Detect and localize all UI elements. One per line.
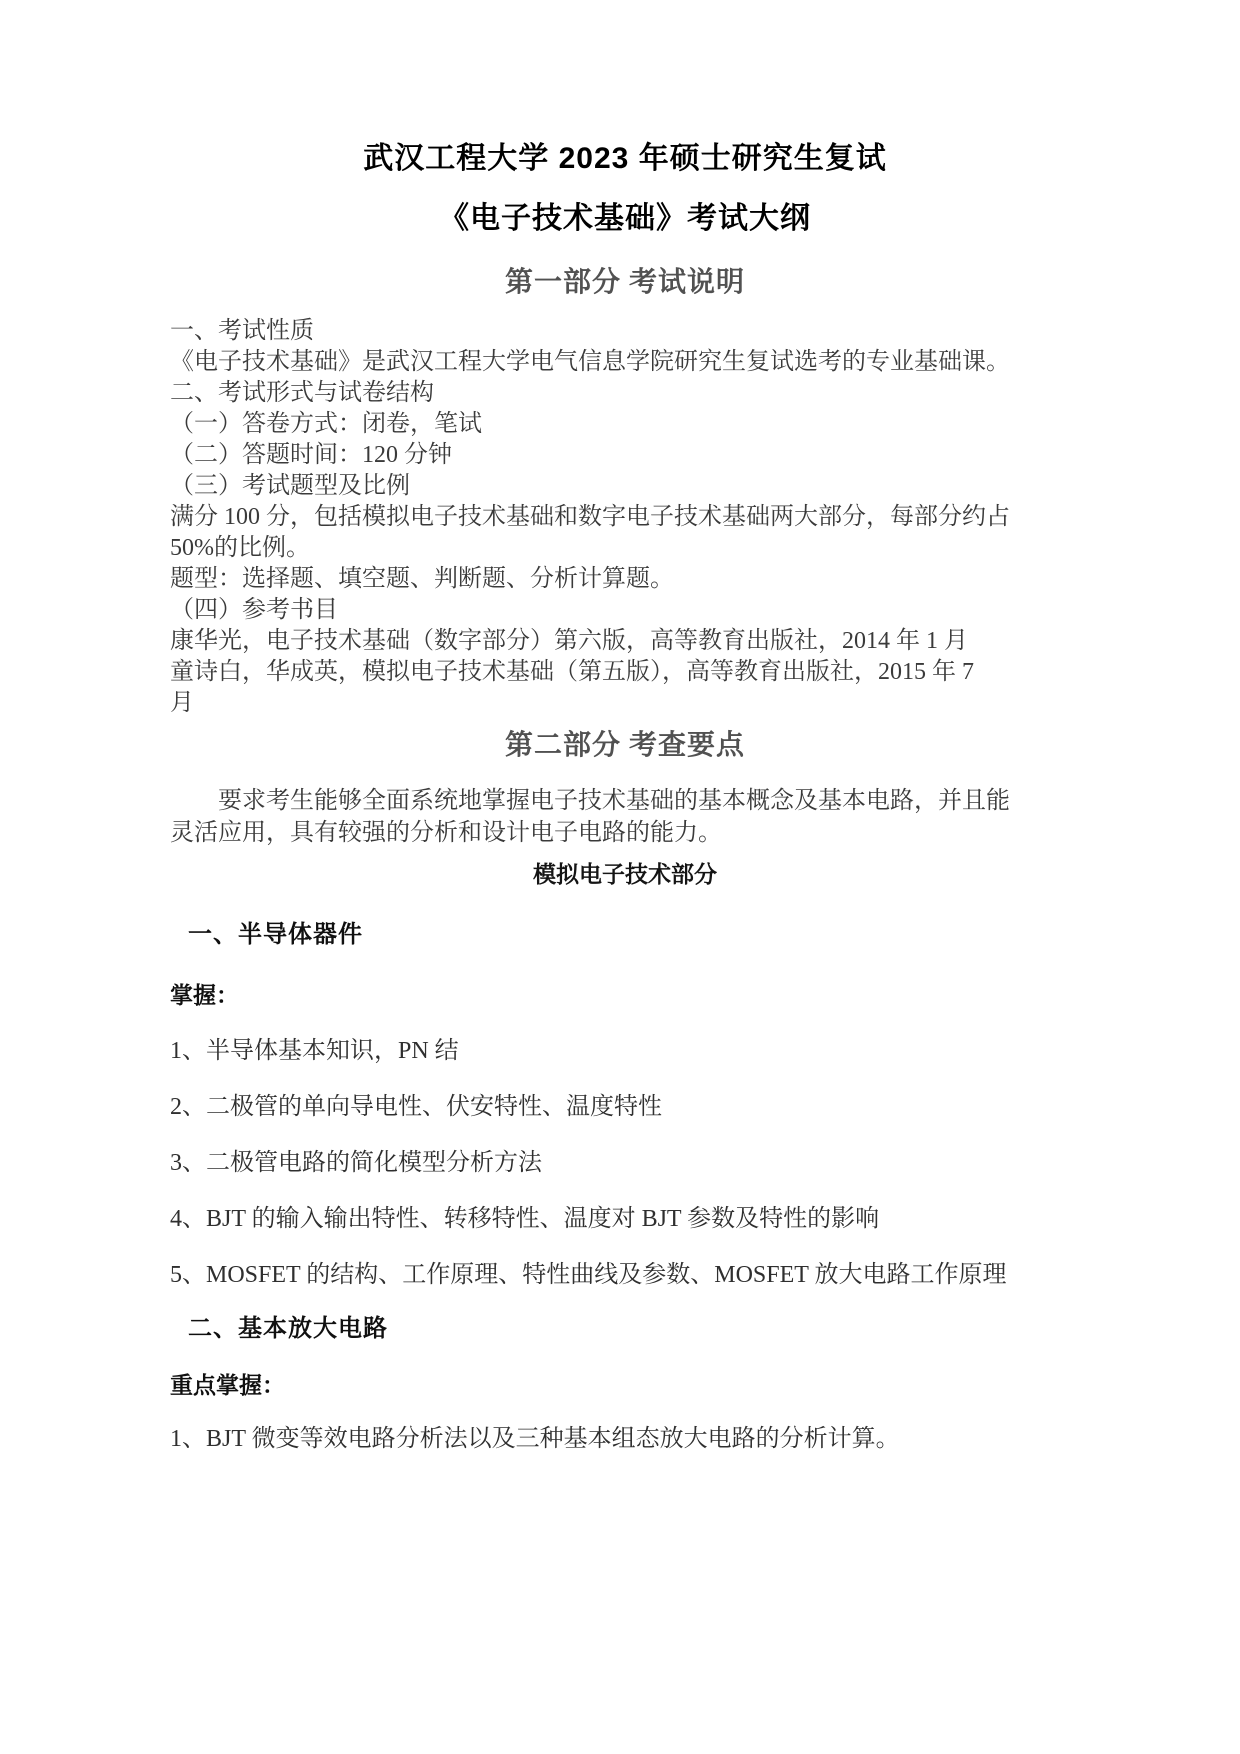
exam-item: 1、半导体基本知识，PN 结 [170,1038,459,1064]
exam-item: 2、二极管的单向导电性、伏安特性、温度特性 [170,1094,662,1120]
part1-line: （二）答题时间：120 分钟 [170,442,452,468]
exam-item: 4、BJT 的输入输出特性、转移特性、温度对 BJT 参数及特性的影响 [170,1206,880,1232]
part1-line: 月 [170,690,194,716]
chapter1-requirement: 掌握： [170,982,239,1008]
exam-item: 1、BJT 微变等效电路分析法以及三种基本组态放大电路的分析计算。 [170,1426,900,1452]
chapter2-requirement: 重点掌握： [170,1372,285,1398]
exam-item: 3、二极管电路的简化模型分析方法 [170,1150,542,1176]
chapter2-heading: 二、基本放大电路 [188,1315,388,1342]
part1-line: 一、考试性质 [170,318,314,344]
doc-title-line1: 武汉工程大学 2023 年硕士研究生复试 [363,142,887,175]
part1-line: （一）答卷方式：闭卷，笔试 [170,411,482,437]
chapter1-heading: 一、半导体器件 [188,921,363,948]
part1-line: 童诗白，华成英，模拟电子技术基础（第五版），高等教育出版社，2015 年 7 [170,659,974,685]
part1-line: 二、考试形式与试卷结构 [170,380,434,406]
part1-line: 题型：选择题、填空题、判断题、分析计算题。 [170,566,674,592]
part1-line: 《电子技术基础》是武汉工程大学电气信息学院研究生复试选考的专业基础课。 [170,349,1010,375]
doc-title-line2: 《电子技术基础》考试大纲 [439,202,811,235]
part1-body [170,316,1080,719]
analog-section-heading: 模拟电子技术部分 [533,861,717,887]
part1-line: 50%的比例。 [170,535,310,561]
part1-line: 满分 100 分，包括模拟电子技术基础和数字电子技术基础两大部分，每部分约占 [170,504,1010,530]
part1-line: （四）参考书目 [170,597,338,623]
part1-line: 康华光，电子技术基础（数字部分）第六版，高等教育出版社，2014 年 1 月 [170,628,968,654]
part1-line: （三）考试题型及比例 [170,473,410,499]
part2-intro [170,785,1080,849]
part1-heading: 第一部分 考试说明 [504,267,745,298]
exam-item: 5、MOSFET 的结构、工作原理、特性曲线及参数、MOSFET 放大电路工作原理 [170,1262,1007,1288]
intro-line: 要求考生能够全面系统地掌握电子技术基础的基本概念及基本电路，并且能 [218,788,1010,814]
intro-line: 灵活应用，具有较强的分析和设计电子电路的能力。 [170,820,722,846]
part2-heading: 第二部分 考查要点 [504,730,745,761]
